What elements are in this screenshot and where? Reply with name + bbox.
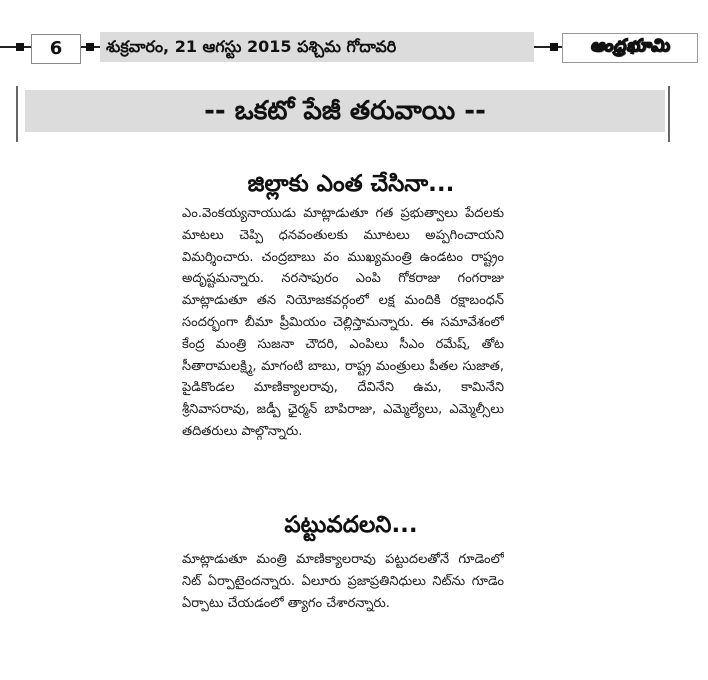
article-headline: పట్టువదలని... (284, 512, 418, 538)
square-bullet-icon (86, 43, 94, 51)
article-body (182, 549, 504, 641)
article-body (182, 203, 504, 503)
square-bullet-icon (16, 43, 24, 51)
square-bullet-icon (550, 43, 558, 51)
newspaper-logo (562, 33, 698, 63)
date-location-bar: శుక్రవారం, 21 ఆగస్టు 2015 పశ్చిమ గోదావరి (100, 32, 534, 62)
page-number: 6 (31, 34, 81, 64)
logo-text: ఆంధ్రభూమి (590, 36, 670, 56)
right-divider (668, 86, 670, 142)
article-paragraph: మాట్లాడుతూ మంత్రి మాణిక్యాలరావు పట్టుదలతోనే గూడెంలో నిట్ ఏర్పాటైందన్నారు. ఏలూరు ప్రజాప్రతినిధులు నిట్‌ను గూడెం ఏర్పాటు చేయడంలో త్యాగం చేశారన్నారు. (182, 552, 504, 611)
article-paragraph: ఎం.వెంకయ్యనాయుడు మాట్లాడుతూ గత ప్రభుత్వాలు పేదలకు మాటలు చెప్పి ధనవంతులకు మూటలు అప్పగించాయని విమర్శించారు. చంద్రబాబు వం ముఖ్యమంత్రి ఉండటం రాష్ట్రం అదృష్టమన్నారు. నరసాపురం ఎంపి గోకరాజు గంగరాజు మాట్లాడుతూ తన నియోజకవర్గంలో లక్ష మందికి రక్షాబంధన్ సందర్భంగా బీమా ప్రీమియం చెల్లిస్తామన్నారు. ఈ సమావేశంలో కేంద్ర మంత్రి సుజనా చౌదరి, ఎంపిలు సీఎం రమేష్, తోట సీతారామలక్ష్మి, మాగంటి బాబు, రాష్ట్ర మంత్రులు పీతల సుజాత, పైడికొండల మాణిక్యాలరావు, దేవినేని ఉమ, కామినేని శ్రీనివాసరావు, జడ్పీ ఛైర్మన్ బాపిరాజు, ఎమ్మెల్యేలు, ఎమ్మెల్సీలు తదితరులు పాల్గొన్నారు. (182, 206, 504, 439)
continued-banner: -- ఒకటో పేజీ తరువాయి -- (25, 90, 665, 132)
left-divider (16, 86, 18, 142)
article-headline: జిల్లాకు ఎంత చేసినా... (247, 171, 455, 197)
